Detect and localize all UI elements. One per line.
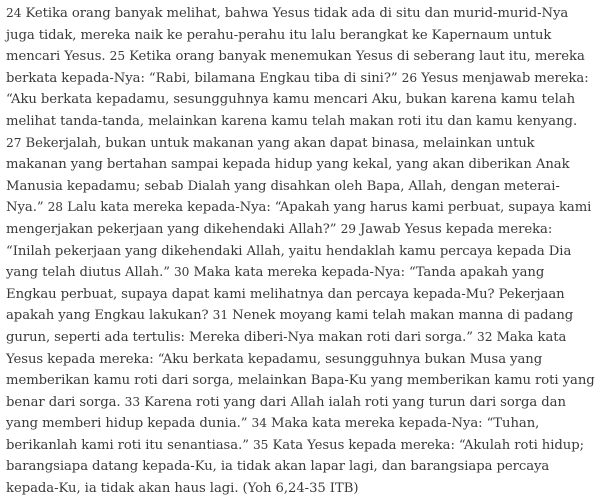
verse-text: Maka kata mereka kepada-Nya: “Tanda apakah yang Engkau perbuat, supaya dapat kami melihatnya dan percaya kepada-Mu? Pekerjaan apakah yang Engkau lakukan?	[6, 265, 565, 324]
verse-number: 29	[340, 221, 356, 236]
verse-text: Karena roti yang dari Allah ialah roti yang turun dari sorga dan yang memberi hidup kepada dunia.”	[6, 394, 566, 432]
verse-text: Lalu kata mereka kepada-Nya: “Apakah yang harus kami perbuat, supaya kami mengerjakan pekerjaan yang dikehendaki Allah?”	[6, 200, 592, 237]
verse-text: Jawab Yesus kepada mereka: “Inilah pekerjaan yang dikehendaki Allah, yaitu hendaklah kamu percaya kepada Dia yang telah diutus Allah.”	[6, 221, 572, 281]
verse-number: 27	[6, 135, 22, 150]
verse-number: 34	[251, 416, 267, 431]
verse-number: 31	[212, 308, 229, 323]
verse-number: 26	[401, 70, 418, 85]
verse-number: 30	[173, 265, 190, 280]
citation: (Yoh 6,24-35 ITB)	[242, 481, 359, 497]
verse-number: 28	[47, 200, 64, 215]
verse-text: Maka kata Yesus kepada mereka: “Aku berkata kepadamu, sesungguhnya bukan Musa yang memberikan kamu roti dari sorga, melainkan Bapa-Ku yang memberikan kamu roti yang benar dari sorga.	[6, 329, 595, 410]
verse-text: Yesus menjawab mereka: “Aku berkata kepadamu, sesungguhnya kamu mencari Aku, bukan karena kamu telah melihat tanda-tanda, melainkan karena kamu telah makan roti itu dan kamu kenyang.	[6, 70, 589, 129]
verse-number: 35	[252, 437, 269, 452]
verse-text: Maka kata mereka kepada-Nya: “Tuhan, berikanlah kami roti itu senantiasa.”	[6, 416, 540, 453]
verse-number: 24	[6, 6, 22, 20]
verse-text: Ketika orang banyak melihat, bahwa Yesus tidak ada di situ dan murid-murid-Nya juga tidak, mereka naik ke perahu-perahu itu lalu berangkat ke Kapernaum untuk mencari Yesus.	[6, 6, 569, 65]
verse-number: 32	[477, 329, 493, 344]
verse-text: Kata Yesus kepada mereka: “Akulah roti hidup; barangsiapa datang kepada-Ku, ia tidak akan lapar lagi, dan barangsiapa percaya kepada-Ku, ia tidak akan haus lagi.	[6, 437, 585, 497]
verse-number: 25	[109, 49, 126, 64]
verse-text: Ketika orang banyak menemukan Yesus di seberang laut itu, mereka berkata kepada-Nya: “Rabi, bilamana Engkau tiba di sini?”	[6, 49, 585, 86]
verse-text: Nenek moyang kami telah makan manna di padang gurun, seperti ada tertulis: Mereka diberi-Nya makan roti dari sorga.”	[6, 308, 574, 345]
verse-number: 33	[124, 394, 141, 409]
verse-text: Bekerjalah, bukan untuk makanan yang akan dapat binasa, melainkan untuk makanan yang bertahan sampai kepada hidup yang kekal, yang akan diberikan Anak Manusia kepadamu; sebab Dialah yang disahkan oleh Bapa, Allah, dengan meterai-Nya.”	[6, 135, 570, 216]
